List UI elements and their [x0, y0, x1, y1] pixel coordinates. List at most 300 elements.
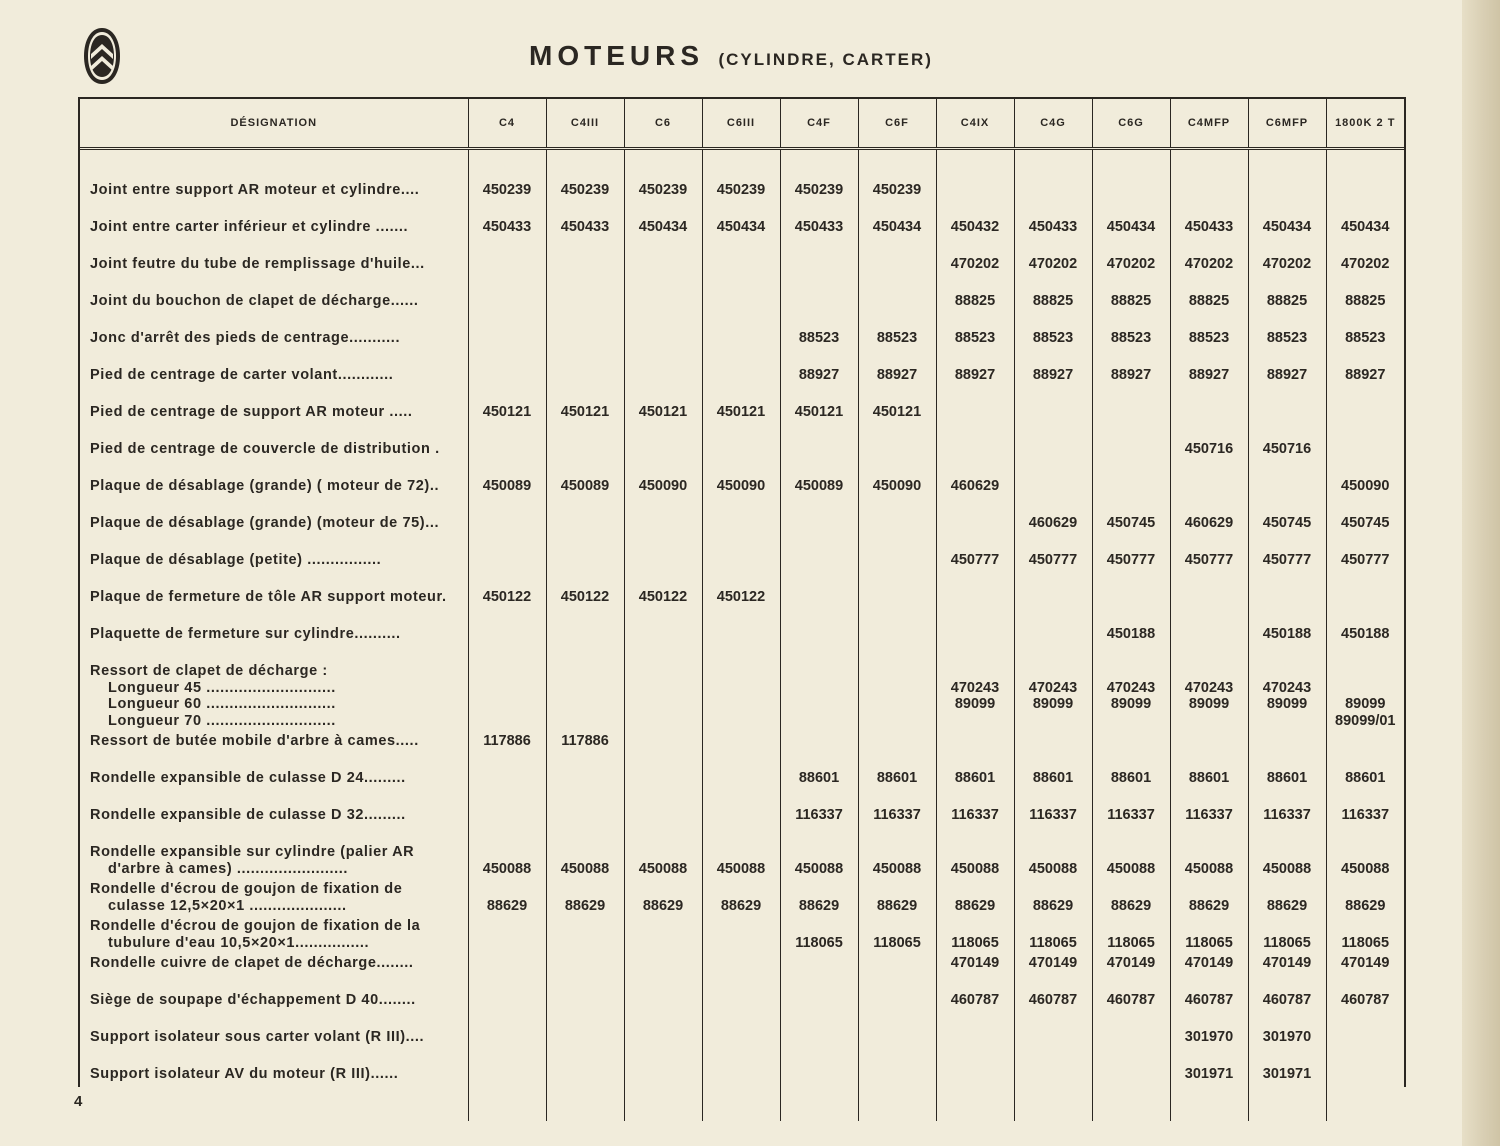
- part-number: [1331, 918, 1401, 935]
- part-number: 88601: [1266, 770, 1308, 786]
- designation-line: Support isolateur sous carter volant (R III)....: [90, 1029, 425, 1045]
- part-number-cell: [624, 252, 702, 289]
- part-number-cell: [546, 215, 624, 252]
- part-number-cell: [858, 326, 936, 363]
- designation-line: Rondelle d'écrou de goujon de fixation de: [90, 881, 403, 897]
- part-number: 118065: [1263, 934, 1311, 951]
- part-number-cell: [1092, 474, 1170, 511]
- part-number-cell: [702, 289, 780, 326]
- part-number: 88523: [1032, 330, 1074, 346]
- designation-cell: [80, 400, 468, 437]
- part-number: 450432: [950, 219, 1000, 235]
- part-number-cell: [1092, 803, 1170, 840]
- part-number-cell: [780, 1025, 858, 1062]
- part-number-cell: [1092, 437, 1170, 474]
- part-number-cell: [546, 914, 624, 951]
- part-number: 118065: [1029, 934, 1077, 951]
- part-number: 88825: [1266, 293, 1308, 309]
- part-number: [941, 844, 1010, 861]
- part-number-cell: [624, 178, 702, 215]
- part-number-cell: [1014, 437, 1092, 474]
- part-number-cell: [546, 766, 624, 803]
- part-number: 88825: [954, 293, 996, 309]
- part-number-cell: [1170, 585, 1248, 622]
- spacer-cell: [1170, 149, 1248, 179]
- part-number-cell: [780, 988, 858, 1025]
- part-number-cell: [1326, 729, 1404, 766]
- part-number-cell: [546, 548, 624, 585]
- designation-line: Ressort de clapet de décharge :: [90, 663, 328, 679]
- designation-cell: [80, 326, 468, 363]
- part-number: 88629: [1188, 897, 1230, 914]
- part-number-cell: [936, 511, 1014, 548]
- part-number: 450088: [794, 860, 844, 877]
- part-number-cell: [702, 252, 780, 289]
- table-row: [80, 400, 1404, 437]
- part-number-cell: [624, 437, 702, 474]
- part-number-cell: [858, 988, 936, 1025]
- part-number: [1253, 918, 1322, 935]
- part-number-cell: [1170, 914, 1248, 951]
- part-number: 88629: [1345, 897, 1386, 914]
- part-number-cell: [702, 585, 780, 622]
- part-number-cell: [624, 363, 702, 400]
- table-row: [80, 988, 1404, 1025]
- part-number: 450239: [716, 182, 766, 198]
- part-number-cell: [780, 840, 858, 877]
- part-number-cell: [780, 363, 858, 400]
- part-number-cell: [1326, 252, 1404, 289]
- part-number-cell: [468, 622, 546, 659]
- part-number-cell: [936, 585, 1014, 622]
- part-number-cell: [624, 659, 702, 729]
- designation-cell: [80, 914, 468, 951]
- part-number-cell: [1248, 437, 1326, 474]
- part-number: 450121: [794, 404, 844, 420]
- part-number-cell: [936, 622, 1014, 659]
- designation-line: Longueur 45 ............................: [108, 679, 336, 696]
- part-number: 450121: [482, 404, 532, 420]
- part-number-cell: [780, 437, 858, 474]
- designation-line: Pied de centrage de couvercle de distribution .: [90, 441, 440, 457]
- part-number: 301970: [1184, 1029, 1234, 1045]
- designation-cell: [80, 437, 468, 474]
- part-number: 88825: [1345, 293, 1386, 309]
- part-number: 88927: [1345, 367, 1386, 383]
- part-number-cell: [1170, 1025, 1248, 1062]
- spacer-cell: [780, 149, 858, 179]
- part-number-cell: [858, 252, 936, 289]
- spacer-cell: [1326, 149, 1404, 179]
- part-number: 450088: [950, 860, 1000, 877]
- designation-line: Rondelle expansible de culasse D 24.........: [90, 770, 406, 786]
- part-number-cell: [546, 1062, 624, 1099]
- designation-line: Rondelle expansible de culasse D 32.........: [90, 807, 406, 823]
- part-number: 450122: [716, 589, 766, 605]
- part-number-cell: [780, 766, 858, 803]
- part-number: 301971: [1262, 1066, 1312, 1082]
- part-number-cell: [1170, 877, 1248, 914]
- part-number-cell: [780, 585, 858, 622]
- part-number-cell: [468, 548, 546, 585]
- designation-cell: [80, 289, 468, 326]
- part-number: [785, 881, 854, 898]
- part-number: 470243: [1262, 679, 1312, 696]
- part-number-cell: [1248, 326, 1326, 363]
- part-number: 450090: [638, 478, 688, 494]
- designation-line: tubulure d'eau 10,5×20×1................: [108, 934, 370, 951]
- fill-cell: [546, 1099, 624, 1121]
- designation-line: Rondelle d'écrou de goujon de fixation de la: [90, 918, 421, 934]
- part-number: 450777: [1262, 552, 1312, 568]
- designation-cell: [80, 622, 468, 659]
- part-number: 470149: [1028, 955, 1078, 971]
- part-number: 88523: [1110, 330, 1152, 346]
- part-number-cell: [1170, 326, 1248, 363]
- part-number-cell: [468, 659, 546, 729]
- part-number-cell: [546, 659, 624, 729]
- spacer-cell: [624, 149, 702, 179]
- part-number: [1331, 663, 1401, 680]
- part-number-cell: [1170, 622, 1248, 659]
- part-number-cell: [546, 363, 624, 400]
- part-number-cell: [858, 1062, 936, 1099]
- column-header-model: C6MFP: [1248, 99, 1326, 149]
- part-number: [1019, 663, 1088, 680]
- part-number: 118065: [1341, 934, 1390, 951]
- part-number: 460787: [1028, 992, 1078, 1008]
- part-number-cell: [936, 1025, 1014, 1062]
- parts-table-frame: [78, 97, 1406, 1087]
- part-number: 450089: [794, 478, 844, 494]
- part-number: 450777: [1028, 552, 1078, 568]
- part-number-cell: [780, 951, 858, 988]
- part-number: 88523: [798, 330, 840, 346]
- part-number-cell: [1326, 326, 1404, 363]
- column-header-model: C4IX: [936, 99, 1014, 149]
- table-row: [80, 289, 1404, 326]
- part-number: 116337: [1341, 807, 1390, 823]
- spacer-cell: [1092, 149, 1170, 179]
- part-number: [1019, 918, 1088, 935]
- part-number: 450434: [638, 219, 688, 235]
- part-number-cell: [936, 400, 1014, 437]
- fill-cell: [702, 1099, 780, 1121]
- designation-line: Plaquette de fermeture sur cylindre..........: [90, 626, 401, 642]
- part-number: 450745: [1341, 515, 1390, 531]
- part-number: 470202: [1106, 256, 1156, 272]
- part-number-cell: [1014, 729, 1092, 766]
- part-number-cell: [1326, 215, 1404, 252]
- designation-cell: [80, 659, 468, 729]
- part-number-cell: [702, 914, 780, 951]
- part-number: 450090: [1341, 478, 1390, 494]
- part-number-cell: [1092, 659, 1170, 729]
- part-number: 470243: [1028, 679, 1078, 696]
- part-number-cell: [936, 326, 1014, 363]
- column-header-model: C6III: [702, 99, 780, 149]
- part-number-cell: [1248, 988, 1326, 1025]
- part-number: 450088: [872, 860, 922, 877]
- part-number: 470149: [1341, 955, 1390, 971]
- designation-cell: [80, 363, 468, 400]
- part-number-cell: [1248, 1062, 1326, 1099]
- part-number-cell: [1092, 178, 1170, 215]
- part-number: 470202: [950, 256, 1000, 272]
- part-number-cell: [702, 659, 780, 729]
- part-number-cell: [546, 252, 624, 289]
- fill-cell: [780, 1099, 858, 1121]
- part-number-cell: [858, 729, 936, 766]
- title-main: MOTEURS: [529, 40, 705, 71]
- table-row: [80, 622, 1404, 659]
- designation-line: culasse 12,5×20×1 .....................: [108, 897, 347, 914]
- part-number-cell: [1170, 215, 1248, 252]
- part-number-cell: [1170, 178, 1248, 215]
- part-number-cell: [1092, 622, 1170, 659]
- part-number-cell: [1170, 437, 1248, 474]
- part-number-cell: [858, 363, 936, 400]
- designation-cell: [80, 803, 468, 840]
- part-number-cell: [468, 877, 546, 914]
- part-number-cell: [1248, 511, 1326, 548]
- part-number: [551, 881, 620, 898]
- part-number: 301971: [1184, 1066, 1234, 1082]
- part-number-cell: [1170, 474, 1248, 511]
- table-row: [80, 585, 1404, 622]
- table-fill-row: [80, 1099, 1404, 1121]
- part-number-cell: [1248, 1025, 1326, 1062]
- part-number-cell: [780, 622, 858, 659]
- part-number: [551, 844, 620, 861]
- designation-line: Plaque de désablage (grande) (moteur de 75)...: [90, 515, 440, 531]
- part-number-cell: [702, 215, 780, 252]
- part-number-cell: [1326, 585, 1404, 622]
- part-number: [1175, 844, 1244, 861]
- part-number: [1175, 881, 1244, 898]
- part-number-cell: [780, 474, 858, 511]
- part-number: [941, 881, 1010, 898]
- part-number-cell: [546, 585, 624, 622]
- fill-cell: [858, 1099, 936, 1121]
- part-number: 118065: [873, 934, 921, 951]
- part-number: [863, 918, 932, 935]
- part-number: 116337: [795, 807, 843, 823]
- part-number: 118065: [951, 934, 999, 951]
- part-number-cell: [1248, 289, 1326, 326]
- designation-line: Pied de centrage de carter volant............: [90, 367, 394, 383]
- part-number: 470149: [1262, 955, 1312, 971]
- table-row: [80, 951, 1404, 988]
- part-number: [1331, 680, 1401, 697]
- part-number: 450433: [482, 219, 532, 235]
- part-number-cell: [1014, 511, 1092, 548]
- part-number-cell: [1092, 840, 1170, 877]
- part-number-cell: [468, 729, 546, 766]
- designation-line: Longueur 70 ............................: [108, 712, 336, 729]
- part-number-cell: [1326, 363, 1404, 400]
- part-number: 450239: [560, 182, 610, 198]
- part-number-cell: [468, 178, 546, 215]
- part-number: [473, 881, 542, 898]
- part-number-cell: [624, 729, 702, 766]
- designation-line: Joint feutre du tube de remplissage d'huile...: [90, 256, 425, 272]
- part-number-cell: [1170, 988, 1248, 1025]
- part-number-cell: [858, 1025, 936, 1062]
- part-number: 116337: [1263, 807, 1311, 823]
- part-number-cell: [468, 988, 546, 1025]
- part-number: 450745: [1106, 515, 1156, 531]
- part-number-cell: [468, 840, 546, 877]
- fill-cell: [936, 1099, 1014, 1121]
- part-number-cell: [858, 585, 936, 622]
- part-number: 89099: [1345, 696, 1386, 712]
- part-number: 88927: [1032, 367, 1074, 383]
- part-number-cell: [780, 548, 858, 585]
- part-number-cell: [1170, 840, 1248, 877]
- part-number-cell: [1170, 951, 1248, 988]
- designation-line: Support isolateur AV du moteur (R III)......: [90, 1066, 399, 1082]
- part-number-cell: [624, 548, 702, 585]
- part-number-cell: [780, 178, 858, 215]
- part-number: 116337: [1029, 807, 1077, 823]
- part-number: 450122: [482, 589, 532, 605]
- part-number: [941, 918, 1010, 935]
- column-header-model: C4G: [1014, 99, 1092, 149]
- part-number: 89099: [1188, 696, 1230, 712]
- part-number: 450090: [872, 478, 922, 494]
- part-number-cell: [858, 914, 936, 951]
- part-number-cell: [1014, 289, 1092, 326]
- part-number-cell: [780, 252, 858, 289]
- part-number-cell: [468, 289, 546, 326]
- part-number: 89099/01: [1335, 712, 1396, 729]
- designation-cell: [80, 840, 468, 877]
- part-number-cell: [1326, 622, 1404, 659]
- part-number-cell: [780, 326, 858, 363]
- part-number-cell: [1014, 1025, 1092, 1062]
- part-number: 450088: [638, 860, 688, 877]
- part-number: 450088: [1184, 860, 1234, 877]
- part-number-cell: [1326, 988, 1404, 1025]
- column-header-model: C6F: [858, 99, 936, 149]
- part-number-cell: [702, 363, 780, 400]
- part-number-cell: [936, 178, 1014, 215]
- part-number-cell: [1014, 400, 1092, 437]
- part-number-cell: [546, 877, 624, 914]
- part-number-cell: [468, 511, 546, 548]
- part-number: 88629: [564, 897, 606, 914]
- part-number: 88629: [642, 897, 684, 914]
- column-header-model: C6: [624, 99, 702, 149]
- part-number-cell: [1014, 840, 1092, 877]
- table-row: [80, 178, 1404, 215]
- book-binding-edge: [1462, 0, 1500, 1146]
- part-number-cell: [1248, 252, 1326, 289]
- part-number: [629, 844, 698, 861]
- designation-line: Rondelle expansible sur cylindre (palier AR: [90, 844, 415, 860]
- part-number-cell: [1170, 363, 1248, 400]
- part-number: [707, 844, 776, 861]
- part-number-cell: [1092, 988, 1170, 1025]
- part-number: 88523: [1345, 330, 1386, 346]
- table-row: [80, 1062, 1404, 1099]
- part-number: [707, 881, 776, 898]
- part-number-cell: [1092, 252, 1170, 289]
- part-number: 88629: [1032, 897, 1074, 914]
- fill-cell: [468, 1099, 546, 1121]
- spacer-cell: [80, 149, 468, 179]
- part-number-cell: [1248, 951, 1326, 988]
- part-number-cell: [702, 400, 780, 437]
- designation-cell: [80, 988, 468, 1025]
- part-number-cell: [936, 289, 1014, 326]
- part-number-cell: [624, 914, 702, 951]
- part-number-cell: [624, 289, 702, 326]
- part-number: 118065: [1185, 934, 1233, 951]
- part-number: 450122: [638, 589, 688, 605]
- part-number-cell: [1248, 659, 1326, 729]
- part-number: 450434: [872, 219, 922, 235]
- part-number: [1175, 918, 1244, 935]
- part-number: [1019, 844, 1088, 861]
- designation-line: Plaque de désablage (petite) ................: [90, 552, 382, 568]
- part-number-cell: [858, 548, 936, 585]
- fill-cell: [1092, 1099, 1170, 1121]
- designation-line: Joint du bouchon de clapet de décharge......: [90, 293, 419, 309]
- table-row: [80, 511, 1404, 548]
- part-number-cell: [936, 766, 1014, 803]
- part-number-cell: [624, 803, 702, 840]
- table-row: [80, 803, 1404, 840]
- part-number: 460629: [1184, 515, 1234, 531]
- part-number-cell: [546, 178, 624, 215]
- part-number: 88601: [1032, 770, 1074, 786]
- part-number: 88523: [876, 330, 918, 346]
- column-header-designation: DÉSIGNATION: [80, 99, 468, 149]
- part-number: [863, 881, 932, 898]
- part-number-cell: [1326, 1025, 1404, 1062]
- part-number-cell: [1014, 326, 1092, 363]
- table-row: [80, 474, 1404, 511]
- part-number: 450088: [1106, 860, 1156, 877]
- part-number: [785, 844, 854, 861]
- part-number-cell: [1092, 289, 1170, 326]
- table-body: [80, 149, 1404, 1122]
- column-header-model: 1800K 2 T: [1326, 99, 1404, 149]
- part-number: 116337: [1107, 807, 1155, 823]
- part-number-cell: [702, 474, 780, 511]
- designation-cell: [80, 178, 468, 215]
- designation-line: Plaque de désablage (grande) ( moteur de 72)..: [90, 478, 440, 494]
- part-number-cell: [936, 252, 1014, 289]
- designation-line: Longueur 60 ............................: [108, 696, 336, 712]
- part-number-cell: [624, 622, 702, 659]
- part-number-cell: [1326, 803, 1404, 840]
- part-number: 88601: [876, 770, 918, 786]
- fill-cell: [1248, 1099, 1326, 1121]
- part-number: [1253, 881, 1322, 898]
- fill-cell: [1326, 1099, 1404, 1121]
- part-number: 450088: [560, 860, 610, 877]
- part-number-cell: [1248, 215, 1326, 252]
- designation-cell: [80, 215, 468, 252]
- part-number-cell: [702, 951, 780, 988]
- part-number: 301970: [1262, 1029, 1312, 1045]
- part-number: 117886: [483, 733, 531, 749]
- part-number: [1175, 663, 1244, 680]
- table-row: [80, 252, 1404, 289]
